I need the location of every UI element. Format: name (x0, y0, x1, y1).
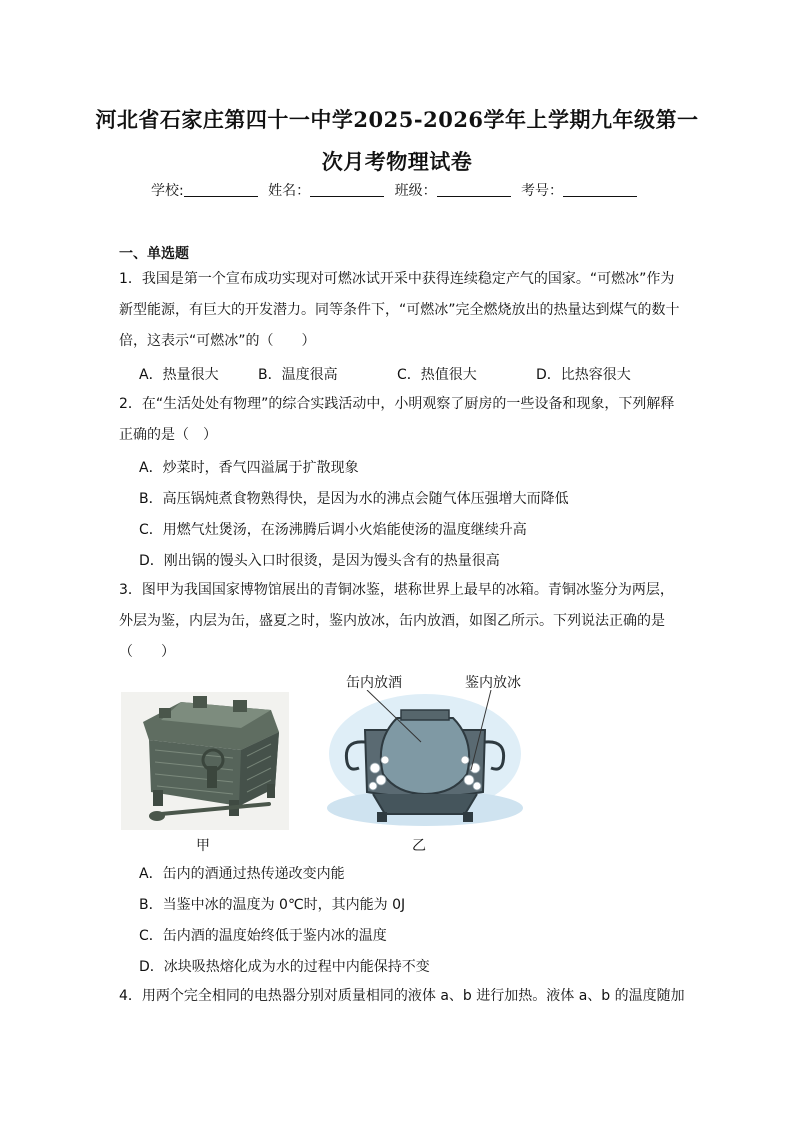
q3-line-1: 3．图甲为我国国家博物馆展出的青铜冰鉴，堪称世界上最早的冰箱。青铜冰鉴分为两层， (119, 582, 674, 598)
q2-line-2: 正确的是（ ） (119, 427, 217, 443)
exam-title-line-1: 河北省石家庄第四十一中学2025-2026学年上学期九年级第一 (95, 107, 699, 132)
class-blank[interactable] (437, 182, 511, 197)
ice-chest-cross-section-diagram (325, 690, 525, 830)
q2-option-a[interactable]: A．炒菜时，香气四溢属于扩散现象 (139, 460, 359, 476)
section-heading: 一、单选题 (119, 246, 189, 262)
q4-line-1: 4．用两个完全相同的电热器分别对质量相同的液体 a、b 进行加热。液体 a、b 的温度随加 (119, 988, 685, 1004)
school-label: 学校: (150, 183, 184, 199)
label-ice-in-jian: 鉴内放冰 (465, 675, 521, 691)
label-wine-in-fou: 缶内放酒 (346, 675, 402, 691)
q2-option-b[interactable]: B．高压锅炖煮食物熟得快，是因为水的沸点会随气体压强增大而降低 (139, 491, 569, 507)
bronze-ice-chest-photo (121, 692, 289, 830)
q2-option-c[interactable]: C．用燃气灶煲汤，在汤沸腾后调小火焰能使汤的温度继续升高 (139, 522, 527, 538)
name-blank[interactable] (310, 182, 384, 197)
q1-line-3: 倍，这表示“可燃冰”的（ ） (119, 333, 316, 349)
student-info-row (0, 180, 794, 200)
q3-option-c[interactable]: C．缶内酒的温度始终低于鉴内冰的温度 (139, 928, 387, 944)
q1-line-2: 新型能源，有巨大的开发潜力。同等条件下，“可燃冰”完全燃烧放出的热量达到煤气的数十 (119, 302, 680, 318)
q3-option-a[interactable]: A．缶内的酒通过热传递改变内能 (139, 866, 345, 882)
q1-option-d[interactable]: D．比热容很大 (536, 367, 631, 383)
q3-option-b[interactable]: B．当鉴中冰的温度为 0℃时，其内能为 0J (139, 897, 406, 913)
q2-option-d[interactable]: D．刚出锅的馒头入口时很烫，是因为馒头含有的热量很高 (139, 553, 500, 569)
q3-line-3: （ ） (119, 644, 175, 660)
q1-option-c[interactable]: C．热值很大 (397, 367, 477, 383)
q1-option-a[interactable]: A．热量很大 (139, 367, 219, 383)
q3-option-d[interactable]: D．冰块吸热熔化成为水的过程中内能保持不变 (139, 959, 430, 975)
school-blank[interactable] (184, 182, 258, 197)
figure-a-caption: 甲 (196, 838, 210, 854)
number-label: 考号： (521, 183, 564, 199)
exam-title-line-2: 次月考物理试卷 (321, 149, 473, 174)
q2-line-1: 2．在“生活处处有物理”的综合实践活动中，小明观察了厨房的一些设备和现象，下列解释 (119, 396, 675, 412)
figure-b-caption: 乙 (412, 838, 426, 854)
q3-line-2: 外层为鉴，内层为缶，盛夏之时，鉴内放冰，缶内放酒，如图乙所示。下列说法正确的是 (119, 613, 665, 629)
name-label: 姓名： (268, 183, 311, 199)
class-label: 班级： (394, 183, 437, 199)
number-blank[interactable] (563, 182, 637, 197)
q1-line-1: 1．我国是第一个宣布成功实现对可燃冰试开采中获得连续稳定产气的国家。“可燃冰”作为 (119, 271, 675, 287)
q1-option-b[interactable]: B．温度很高 (258, 367, 338, 383)
